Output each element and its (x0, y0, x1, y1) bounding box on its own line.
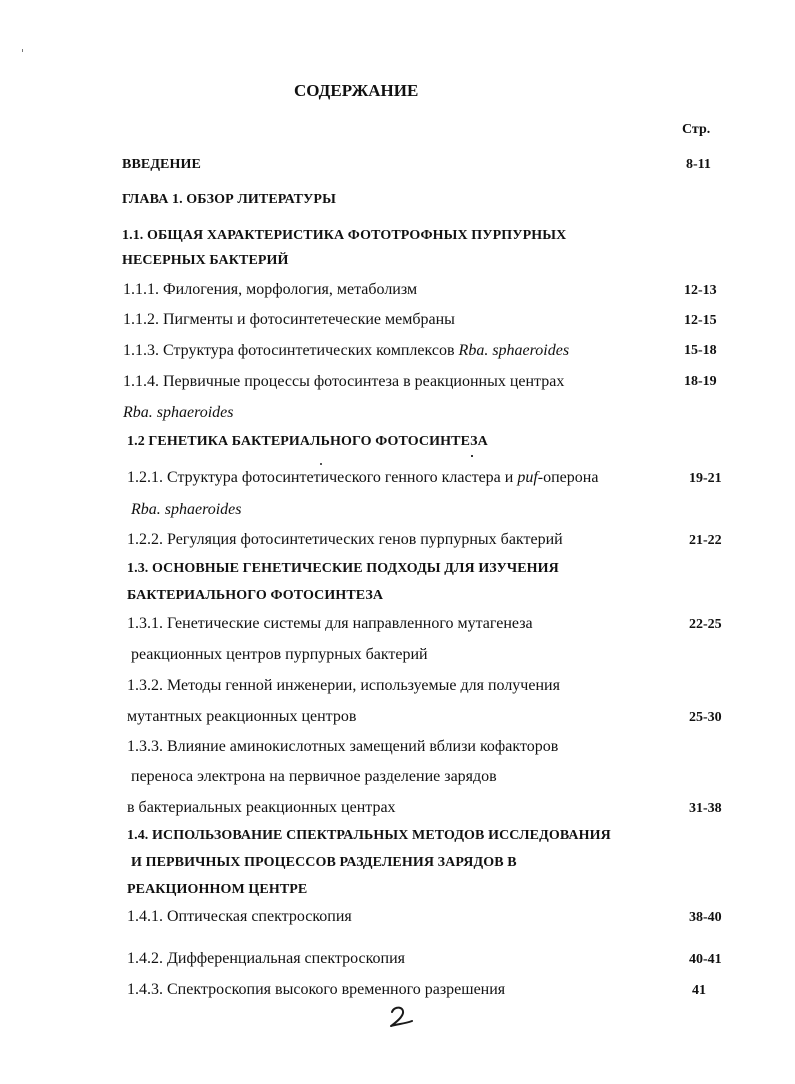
operon-name: puf (517, 469, 538, 486)
scan-speck (471, 455, 473, 457)
section-heading: 1.3. ОСНОВНЫЕ ГЕНЕТИЧЕСКИЕ ПОДХОДЫ ДЛЯ ИЗУЧЕНИЯ (127, 561, 559, 576)
species-name: Rba. sphaeroides (123, 404, 234, 421)
toc-entry (123, 343, 569, 359)
toc-entry: 1.4.1. Оптическая спектроскопия (127, 908, 352, 925)
toc-entry: 1.4.2. Дифференциальная спектроскопия (127, 950, 406, 967)
section-heading: 1.4. ИСПОЛЬЗОВАНИЕ СПЕКТРАЛЬНЫХ МЕТОДОВ ИССЛЕДОВАНИЯ (127, 828, 611, 843)
toc-page-number: 18-19 (684, 374, 717, 389)
toc-entry: 1.3.2. Методы генной инженерии, используемые для получения (127, 677, 560, 694)
toc-entry-cont: переноса электрона на первичное разделение зарядов (131, 768, 497, 785)
toc-entry-cont: в бактериальных реакционных центрах (127, 799, 396, 816)
toc-entry: 1.2.2. Регуляция фотосинтетических генов пурпурных бактерий (127, 531, 563, 548)
toc-entry (127, 470, 598, 486)
toc-entry: 1.1.2. Пигменты и фотосинтетеческие мембраны (123, 311, 455, 328)
toc-entry-intro: ВВЕДЕНИЕ (122, 157, 201, 172)
toc-page-number: 12-15 (684, 313, 717, 328)
toc-entry: 1.1.4. Первичные процессы фотосинтеза в реакционных центрах (123, 373, 565, 390)
section-heading-cont: НЕСЕРНЫХ БАКТЕРИЙ (122, 253, 289, 268)
toc-entry: 1.3.1. Генетические системы для направленного мутагенеза (127, 615, 533, 632)
toc-entry: 1.3.3. Влияние аминокислотных замещений вблизи кофакторов (127, 738, 559, 755)
toc-entry-text: 1.2.1. Структура фотосинтетического генного кластера и (127, 469, 518, 486)
toc-page-number: 21-22 (689, 533, 722, 548)
toc-page-number: 12-13 (684, 283, 717, 298)
toc-entry-cont: мутантных реакционных центров (127, 708, 357, 725)
toc-page-number: 25-30 (689, 710, 722, 725)
section-heading-cont: И ПЕРВИЧНЫХ ПРОЦЕССОВ РАЗДЕЛЕНИЯ ЗАРЯДОВ В (131, 855, 517, 870)
toc-page-number: 41 (692, 983, 706, 998)
page-column-label: Стр. (682, 122, 711, 137)
toc-entry-cont: реакционных центров пурпурных бактерий (131, 646, 428, 663)
toc-page-number: 22-25 (689, 617, 722, 632)
species-name: Rba. sphaeroides (131, 501, 242, 518)
toc-entry-text: 1.1.3. Структура фотосинтетических комплексов (123, 342, 459, 359)
toc-page-number: 8-11 (686, 157, 711, 172)
toc-page-number: 19-21 (689, 471, 722, 486)
section-heading: 1.2 ГЕНЕТИКА БАКТЕРИАЛЬНОГО ФОТОСИНТЕЗА (127, 434, 488, 449)
toc-entry: 1.4.3. Спектроскопия высокого временного разрешения (127, 981, 506, 998)
chapter-heading: ГЛАВА 1. ОБЗОР ЛИТЕРАТУРЫ (122, 192, 336, 207)
scan-speck (22, 49, 23, 52)
toc-entry-text: -оперона (537, 469, 599, 486)
toc-page-number: 40-41 (689, 952, 722, 967)
toc-page-number: 38-40 (689, 910, 722, 925)
toc-page-number: 15-18 (684, 343, 717, 358)
page-title: СОДЕРЖАНИЕ (294, 81, 419, 100)
handwritten-page-number (386, 1004, 416, 1030)
section-heading: 1.1. ОБЩАЯ ХАРАКТЕРИСТИКА ФОТОТРОФНЫХ ПУРПУРНЫХ (122, 228, 567, 243)
species-name: Rba. sphaeroides (458, 342, 570, 359)
scan-speck (320, 463, 322, 465)
toc-page-number: 31-38 (689, 801, 722, 816)
toc-entry: 1.1.1. Филогения, морфология, метаболизм (123, 281, 418, 298)
section-heading-cont: РЕАКЦИОННОМ ЦЕНТРЕ (127, 882, 308, 897)
section-heading-cont: БАКТЕРИАЛЬНОГО ФОТОСИНТЕЗА (127, 588, 384, 603)
